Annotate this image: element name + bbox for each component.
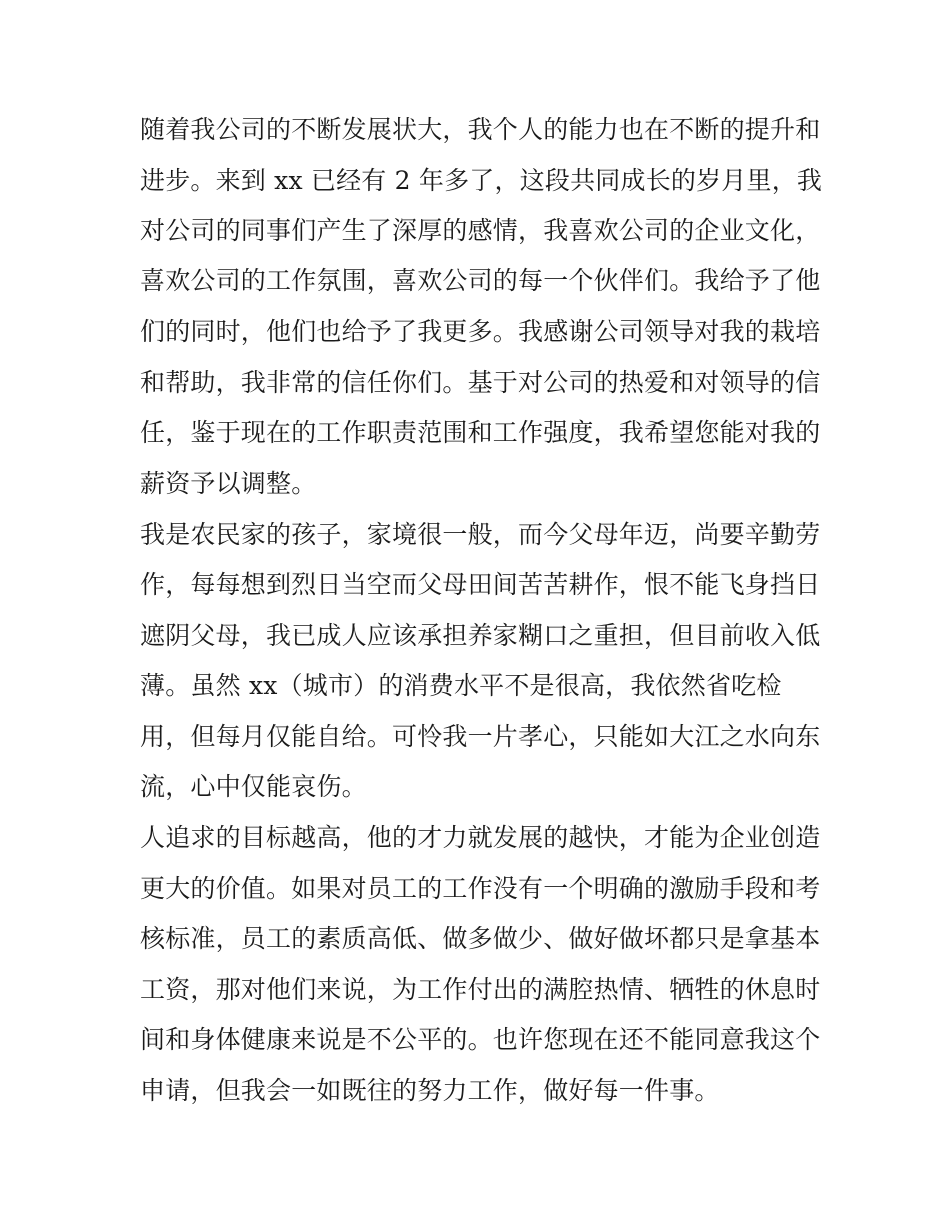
paragraph-2-line-5: 用，但每月仅能自给。可怜我一片孝心，只能如大江之水向东 [140, 722, 821, 751]
paragraph-1-line-3: 对公司的同事们产生了深厚的感情，我喜欢公司的企业文化， [140, 216, 821, 245]
paragraph-2-line-2: 作，每每想到烈日当空而父母田间苦苦耕作，恨不能飞身挡日 [140, 570, 821, 599]
paragraph-2-line-6: 流，心中仅能哀伤。 [140, 772, 367, 801]
paragraph-3-line-1: 人追求的目标越高，他的才力就发展的越快，才能为企业创造 [140, 823, 821, 852]
paragraph-1-line-4: 喜欢公司的工作氛围，喜欢公司的每一个伙伴们。我给予了他 [140, 266, 821, 295]
paragraph-1-line-1: 随着我公司的不断发展状大，我个人的能力也在不断的提升和 [140, 115, 821, 144]
paragraph-1-line-6: 和帮助，我非常的信任你们。基于对公司的热爱和对领导的信 [140, 368, 821, 397]
paragraph-3-line-5: 间和身体健康来说是不公平的。也许您现在还不能同意我这个 [140, 1025, 821, 1054]
paragraph-2-line-4: 薄。虽然 xx（城市）的消费水平不是很高，我依然省吃检 [140, 671, 782, 700]
paragraph-3-line-4: 工资，那对他们来说，为工作付出的满腔热情、牺牲的休息时 [140, 975, 821, 1004]
paragraph-2-line-1: 我是农民家的孩子，家境很一般，而今父母年迈，尚要辛勤劳 [140, 520, 821, 549]
paragraph-1-line-8: 薪资予以调整。 [140, 469, 317, 498]
paragraph-3-line-2: 更大的价值。如果对员工的工作没有一个明确的激励手段和考 [140, 874, 821, 903]
paragraph-1-line-7: 任，鉴于现在的工作职责范围和工作强度，我希望您能对我的 [140, 418, 821, 447]
paragraph-1-line-5: 们的同时，他们也给予了我更多。我感谢公司领导对我的栽培 [140, 317, 821, 346]
paragraph-1-line-2: 进步。来到 xx 已经有 2 年多了，这段共同成长的岁月里，我 [140, 166, 823, 195]
paragraph-2-line-3: 遮阴父母，我已成人应该承担养家糊口之重担，但目前收入低 [140, 621, 821, 650]
paragraph-3-line-6: 申请，但我会一如既往的努力工作，做好每一件事。 [140, 1076, 720, 1105]
paragraph-3-line-3: 核标准，员工的素质高低、做多做少、做好做坏都只是拿基本 [140, 924, 821, 953]
